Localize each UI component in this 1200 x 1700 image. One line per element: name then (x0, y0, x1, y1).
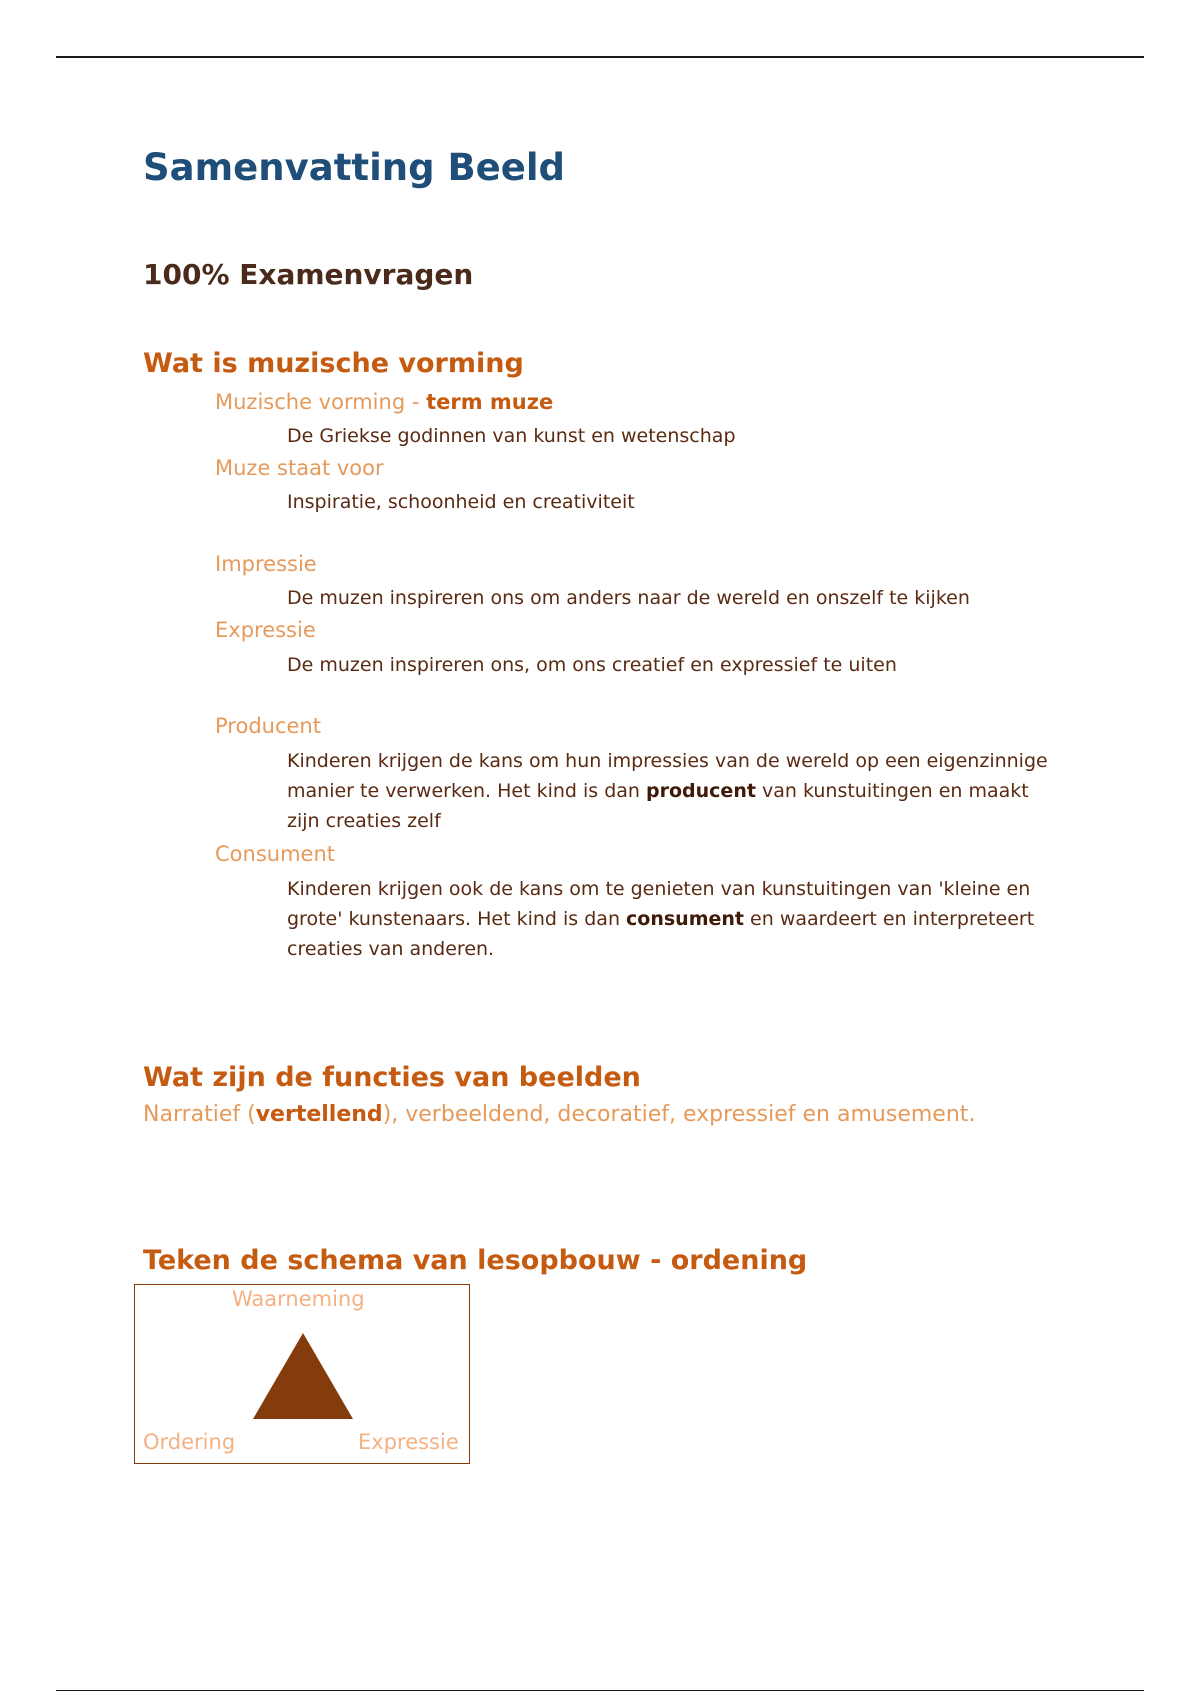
term-muze-staat-voor-desc: Inspiratie, schoonheid en creativiteit (287, 491, 635, 513)
functies-text-end: ), verbeeldend, decoratief, expressief en amusement. (382, 1102, 976, 1127)
page-subtitle: 100% Examenvragen (143, 258, 474, 291)
lesopbouw-diagram (134, 1284, 470, 1464)
functies-text-start: Narratief ( (143, 1102, 256, 1127)
term-label: Muzische vorming (215, 390, 406, 414)
term-producent-desc (287, 746, 1067, 836)
diagram-label-waarneming: Waarneming (232, 1287, 365, 1311)
term-expressie-desc: De muzen inspireren ons, om ons creatief en expressief te uiten (287, 654, 897, 676)
producent-desc-text-end: van kunstuitingen en maakt zijn creaties zelf (287, 780, 1029, 832)
diagram-label-ordering: Ordering (143, 1430, 236, 1454)
term-expressie: Expressie (215, 618, 316, 642)
diagram-triangle (253, 1333, 353, 1419)
bottom-rule (56, 1690, 1144, 1691)
term-impressie: Impressie (215, 552, 317, 576)
section-heading-muzische-vorming: Wat is muzische vorming (143, 348, 524, 379)
functies-text (143, 1102, 975, 1127)
term-muze-staat-voor: Muze staat voor (215, 456, 384, 480)
functies-text-bold: vertellend (255, 1102, 383, 1127)
consument-desc-text-end: en waardeert en interpreteert creaties van anderen. (287, 908, 1035, 960)
consument-desc-bold: consument (626, 908, 745, 930)
term-emphasis: term muze (426, 390, 554, 414)
producent-desc-text: Kinderen krijgen de kans om hun impressies van de wereld op een eigenzinnige manier te verwerken. Het kind is dan (287, 750, 1048, 802)
section-heading-functies: Wat zijn de functies van beelden (143, 1062, 641, 1093)
term-consument-desc (287, 874, 1067, 964)
producent-desc-bold: producent (646, 780, 756, 802)
top-rule (56, 56, 1144, 58)
term-consument: Consument (215, 842, 335, 866)
page-title: Samenvatting Beeld (143, 146, 566, 189)
consument-desc-text: Kinderen krijgen ook de kans om te genieten van kunstuitingen van 'kleine en grote' kunstenaars. Het kind is dan (287, 878, 1031, 930)
term-separator: - (405, 390, 427, 414)
section-heading-lesopbouw: Teken de schema van lesopbouw - ordening (143, 1245, 808, 1276)
term-producent: Producent (215, 714, 321, 738)
term-muzische-vorming (215, 390, 553, 414)
term-muzische-vorming-desc: De Griekse godinnen van kunst en wetenschap (287, 425, 736, 447)
diagram-label-expressie: Expressie (358, 1430, 459, 1454)
triangle-shape (253, 1333, 353, 1419)
term-impressie-desc: De muzen inspireren ons om anders naar de wereld en onszelf te kijken (287, 587, 970, 609)
